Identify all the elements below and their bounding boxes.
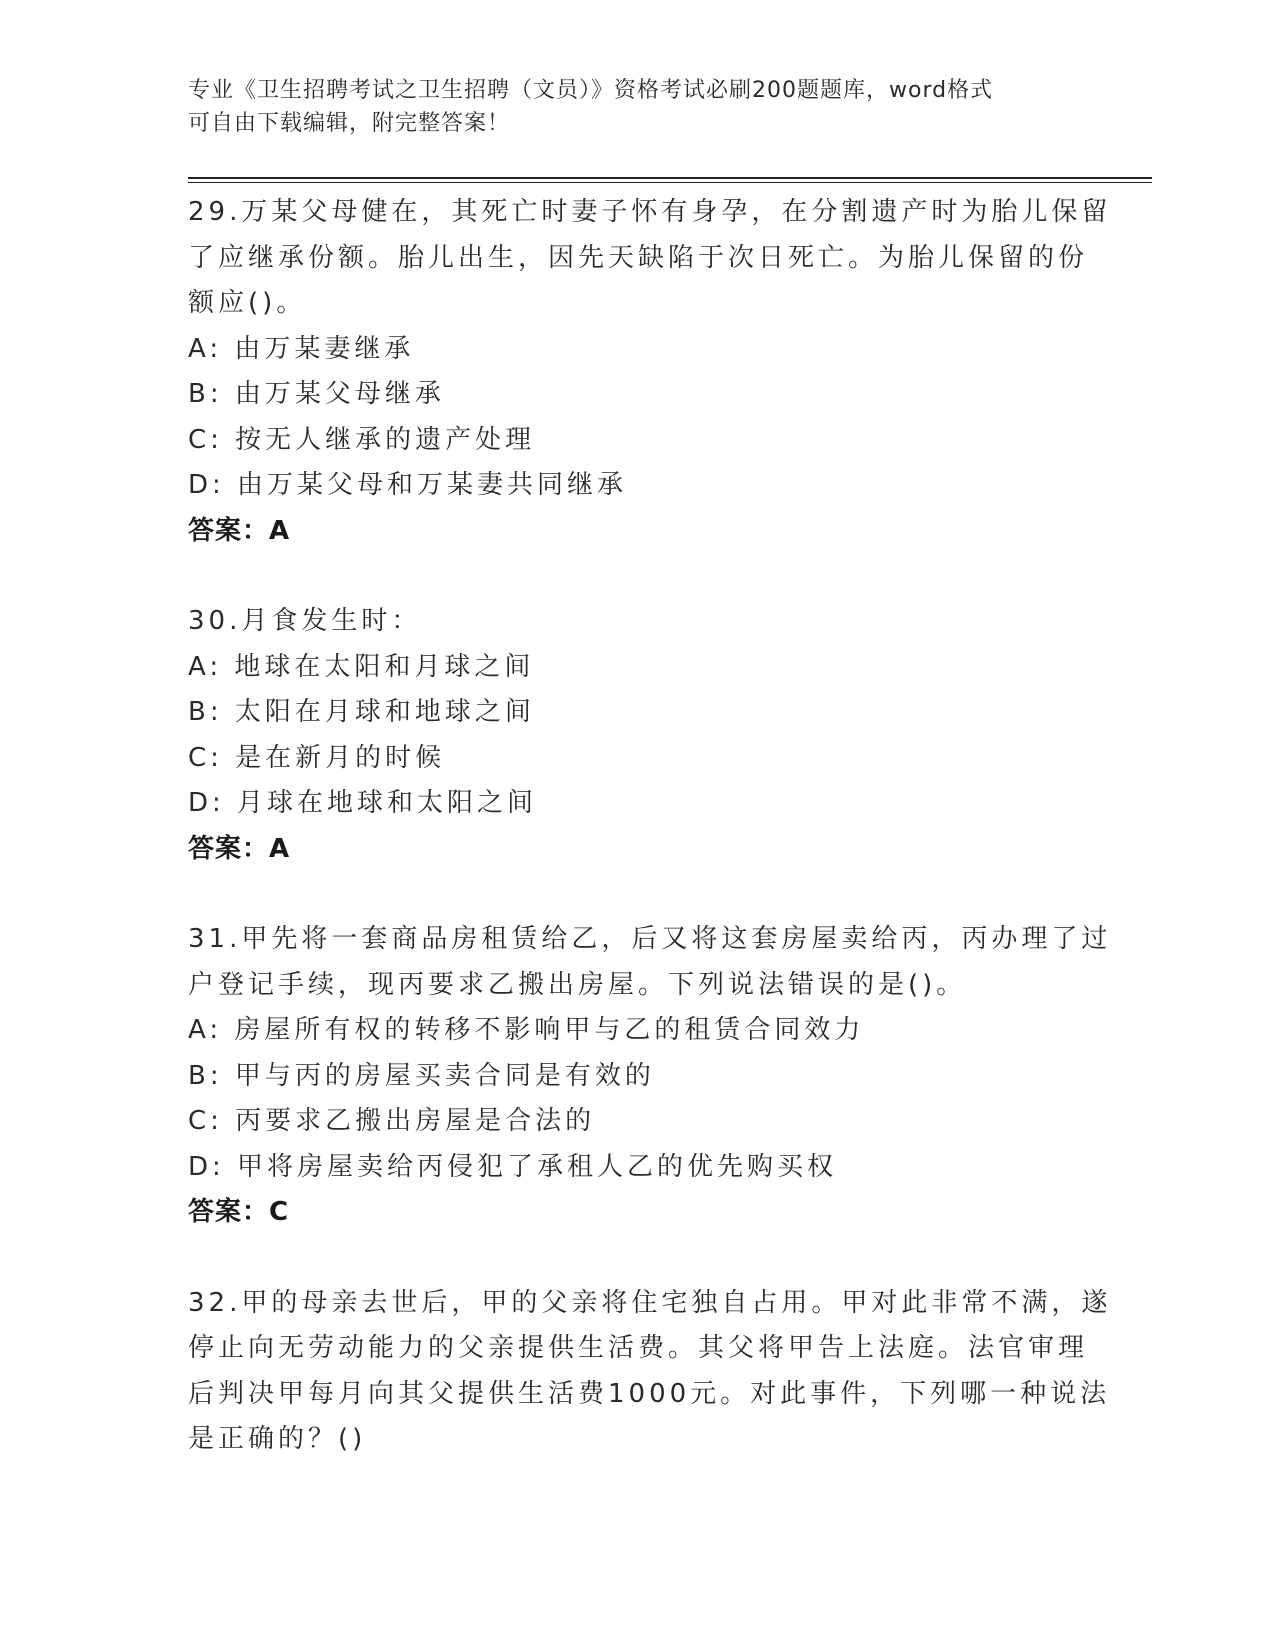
option-c: C: 是在新月的时候 [188, 742, 446, 773]
option-c: C: 按无人继承的遗产处理 [188, 424, 536, 455]
option-b: B: 太阳在月球和地球之间 [188, 697, 535, 727]
option-b: B: 由万某父母继承 [188, 379, 445, 409]
question-text-line: 是正确的？() [188, 1424, 367, 1454]
option-a: A: 地球在太阳和月球之间 [188, 651, 535, 682]
option-a: A: 由万某妻继承 [188, 333, 415, 364]
header-divider-thick [188, 177, 1152, 179]
question-29 [188, 190, 1112, 554]
header-line-2: 可自由下载编辑，附完整答案！ [188, 111, 511, 136]
question-31 [188, 917, 1112, 1236]
question-30 [188, 599, 1088, 872]
answer: 答案：A [188, 515, 291, 546]
question-list [188, 190, 1112, 1508]
option-c: C: 丙要求乙搬出房屋是合法的 [188, 1106, 596, 1136]
header-line-1: 专业《卫生招聘考试之卫生招聘（文员）》资格考试必刷200题题库，word格式 [188, 78, 994, 103]
option-a: A: 房屋所有权的转移不影响甲与乙的租赁合同效力 [188, 1015, 865, 1045]
option-d: D: 月球在地球和太阳之间 [188, 788, 538, 818]
document-header [188, 74, 1088, 140]
question-text-line: 停止向无劳动能力的父亲提供生活费。其父将甲告上法庭。法官审理 [188, 1333, 1089, 1363]
answer: 答案：C [188, 1197, 290, 1227]
option-b: B: 甲与丙的房屋买卖合同是有效的 [188, 1060, 655, 1091]
question-text-line: 额应()。 [188, 288, 307, 318]
question-32 [188, 1281, 1112, 1463]
question-text-line: 户登记手续，现丙要求乙搬出房屋。下列说法错误的是()。 [188, 969, 967, 1000]
header-divider-thin [188, 182, 1152, 183]
question-text-line: 29.万某父母健在，其死亡时妻子怀有身孕，在分割遗产时为胎儿保留 [188, 197, 1112, 227]
option-d: D: 由万某父母和万某妻共同继承 [188, 470, 628, 500]
question-text-line: 30.月食发生时： [188, 606, 422, 636]
option-d: D: 甲将房屋卖给丙侵犯了承租人乙的优先购买权 [188, 1151, 838, 1182]
question-text-line: 31.甲先将一套商品房租赁给乙，后又将这套房屋卖给丙，丙办理了过 [188, 924, 1112, 954]
question-text-line: 32.甲的母亲去世后，甲的父亲将住宅独自占用。甲对此非常不满，遂 [188, 1287, 1112, 1318]
question-text-line: 了应继承份额。胎儿出生，因先天缺陷于次日死亡。为胎儿保留的份 [188, 242, 1089, 273]
question-text-line: 后判决甲每月向其父提供生活费1000元。对此事件，下列哪一种说法 [188, 1378, 1111, 1409]
answer: 答案：A [188, 833, 291, 864]
